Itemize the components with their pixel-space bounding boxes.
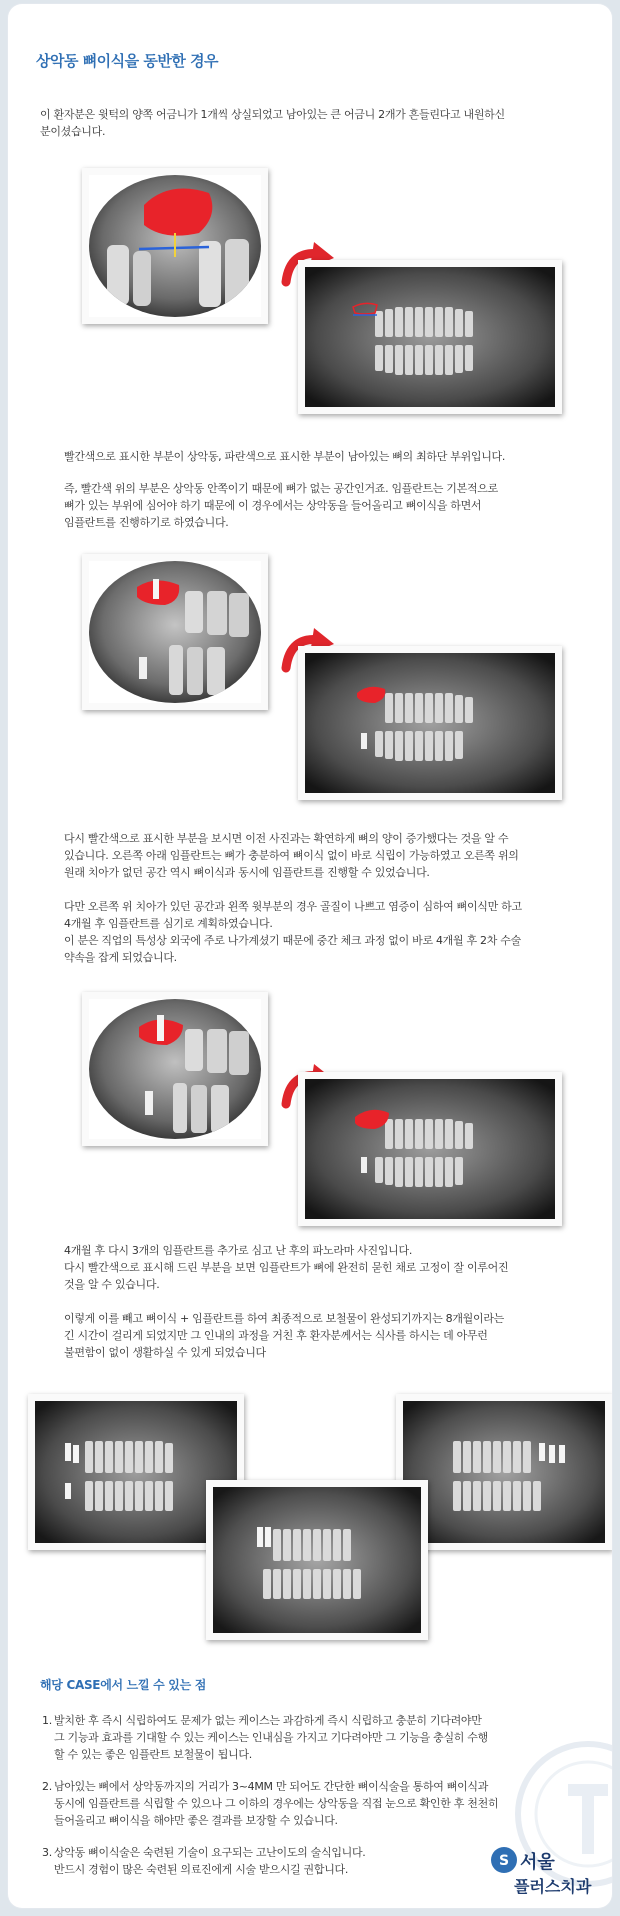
paragraph-5: 4개월 후 다시 3개의 임플란트를 추가로 심고 난 후의 파노라마 사진입니다. 다시 빨간색으로 표시해 드린 부분을 보면 임플란트가 뼈에 완전히 묻힌 채로 고정이 잘 이루어진 것을 알 수 있습니다. (64, 1244, 509, 1291)
svg-text:S: S (498, 1853, 510, 1869)
xray-closeup-1 (82, 168, 268, 324)
page-title: 상악동 뼈이식을 동반한 경우 (36, 52, 219, 70)
summary-item-number: 2. (42, 1780, 52, 1793)
summary-item-number: 3. (42, 1846, 52, 1859)
summary-title: 해당 CASE에서 느낄 수 있는 점 (40, 1678, 207, 1692)
xray-panorama-1 (298, 260, 562, 414)
xray-final-right (396, 1394, 612, 1550)
paragraph-6: 이렇게 이를 빼고 뼈이식 + 임플란트를 하여 최종적으로 보철물이 완성되기까지는 8개월이라는 긴 시간이 걸리게 되었지만 그 인내의 과정을 거친 후 환자분께서는 식사를 하시는 데 아무런 불편함이 없이 생활하실 수 있게 되었습니다 (64, 1312, 504, 1359)
summary-item-text: 상악동 뼈이식술은 숙련된 기술이 요구되는 고난이도의 술식입니다. 반드시 경험이 많은 숙련된 의료진에게 시술 받으시길 권합니다. (54, 1846, 366, 1876)
summary-item (42, 1844, 562, 1878)
paragraph-1: 빨간색으로 표시한 부분이 상악동, 파란색으로 표시한 부분이 남아있는 뼈의 최하단 부위입니다. (64, 450, 506, 463)
paragraph-3: 다시 빨간색으로 표시한 부분을 보시면 이전 사진과는 확연하게 뼈의 양이 증가했다는 것을 알 수 있습니다. 오른쪽 아래 임플란트는 뼈가 충분하여 뼈이식 없이 바로 식립이 가능하였고 오른쪽 위의 원래 치아가 없던 공간 역시 뼈이식과 동시에 임플란트를 진행할 수 있었습니다. (64, 832, 519, 879)
xray-final-center (206, 1480, 428, 1640)
logo-name-top: 서울 (520, 1852, 555, 1873)
xray-panorama-3 (298, 1072, 562, 1226)
logo-name-bottom: 플러스치과 (514, 1877, 592, 1896)
logo-mark-icon (490, 1846, 518, 1874)
summary-item-number: 1. (42, 1714, 52, 1727)
clinic-logo (490, 1846, 610, 1900)
xray-closeup-3 (82, 992, 268, 1146)
summary-item-text: 남아있는 뼈에서 상악동까지의 거리가 3~4MM 만 되어도 간단한 뼈이식술을 통하여 뼈이식과 동시에 임플란트를 식립할 수 있으나 그 이하의 경우에는 상악동을 직접 눈으로 확인한 후 천천히 들어올리고 뼈이식을 해야만 좋은 결과를 보장할 수 있습니다. (54, 1780, 499, 1827)
summary-item (42, 1712, 562, 1763)
paragraph-4: 다만 오른쪽 위 치아가 있던 공간과 왼쪽 윗부분의 경우 골질이 나쁘고 염증이 심하여 뼈이식만 하고 4개월 후 임플란트를 심기로 계획하였습니다. 이 분은 직업의 특성상 외국에 주로 나가계셨기 때문에 중간 체크 과정 없이 바로 4개월 후 2차 수술 약속을 잡게 되었습니다. (64, 900, 522, 964)
summary-item (42, 1778, 562, 1829)
paragraph-2: 즉, 빨간색 위의 부분은 상악동 안쪽이기 때문에 뼈가 없는 공간인거죠. 임플란트는 기본적으로 뼈가 있는 부위에 심어야 하기 때문에 이 경우에서는 상악동을 들어올리고 뼈이식을 하면서 임플란트를 진행하기로 하였습니다. (64, 482, 498, 529)
page (8, 4, 612, 1908)
summary-item-text: 발치한 후 즉시 식립하여도 문제가 없는 케이스는 과감하게 즉시 식립하고 충분히 기다려야만 그 기능과 효과를 기대할 수 있는 케이스는 인내심을 가지고 기다려야만 그 기능을 충실히 수행 할 수 있는 좋은 임플란트 보철물이 됩니다. (54, 1714, 488, 1761)
xray-closeup-2 (82, 554, 268, 710)
intro-paragraph: 이 환자분은 윗턱의 양쪽 어금니가 1개씩 상실되었고 남아있는 큰 어금니 2개가 흔들린다고 내원하신 분이셨습니다. (40, 108, 505, 138)
xray-panorama-2 (298, 646, 562, 800)
